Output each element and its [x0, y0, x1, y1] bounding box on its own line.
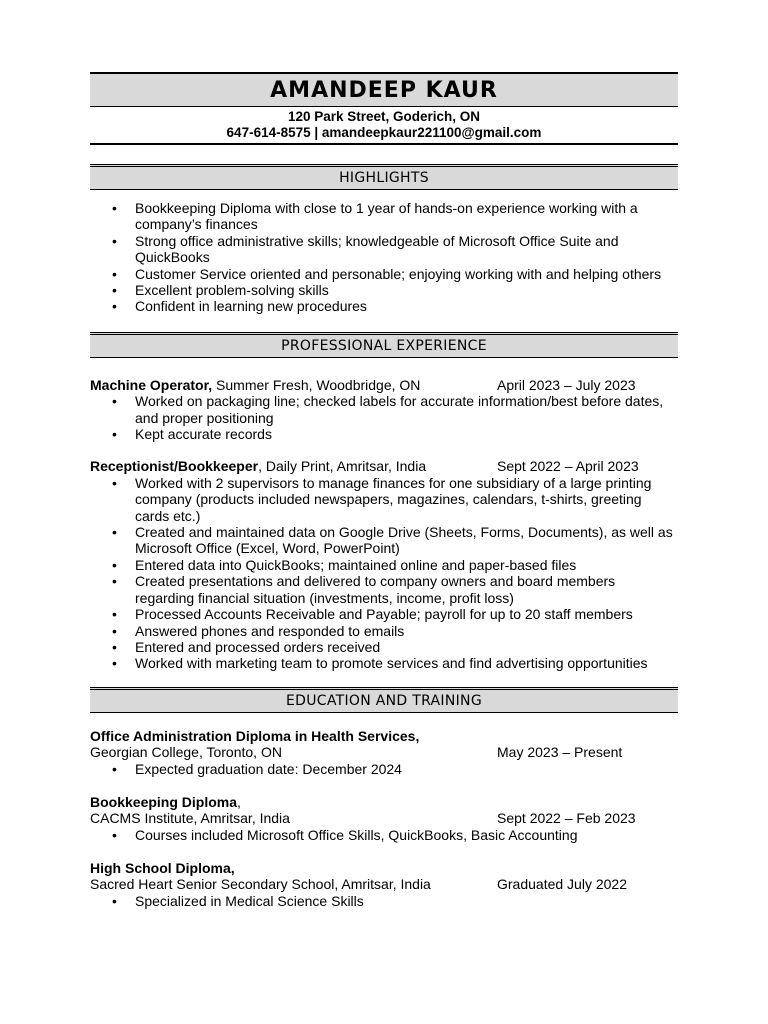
school-line: [90, 744, 678, 760]
section-title: EDUCATION AND TRAINING: [286, 692, 482, 709]
job-company: Summer Fresh, Woodbridge, ON: [212, 376, 421, 393]
highlights-header: [90, 164, 678, 190]
list-item: • Processed Accounts Receivable and Payable; payroll for up to 20 staff members: [135, 606, 678, 622]
list-item: • Specialized in Medical Science Skills: [135, 893, 678, 909]
phone-email-line: 647-614-8575 | amandeepkaur221100@gmail.com: [226, 125, 542, 140]
edu-dates: Graduated July 2022: [497, 876, 627, 893]
name-banner: [90, 72, 678, 107]
job-duties: [90, 393, 678, 442]
list-item: • Courses included Microsoft Office Skills, QuickBooks, Basic Accounting: [135, 827, 678, 843]
list-item: • Worked on packaging line; checked labels for accurate information/best before dates, and proper positioning: [135, 393, 678, 426]
contact-block: [90, 107, 678, 141]
school-name: Georgian College, Toronto, ON: [90, 744, 282, 761]
list-item: • Worked with 2 supervisors to manage finances for one subsidiary of a large printing company (products included newspapers, magazines, calendars, t-shirts, greeting cards etc.): [135, 475, 678, 524]
edu-dates: Sept 2022 – Feb 2023: [497, 810, 636, 827]
school-line: [90, 876, 678, 892]
school-name: Sacred Heart Senior Secondary School, Amritsar, India: [90, 876, 431, 893]
job-company: , Daily Print, Amritsar, India: [258, 458, 427, 475]
job-heading: [90, 377, 678, 393]
credential-title: Bookkeeping Diploma,: [90, 793, 241, 810]
section-title: HIGHLIGHTS: [339, 170, 429, 186]
list-item: • Confident in learning new procedures: [135, 298, 678, 314]
resume-page: [90, 72, 678, 909]
job-dates: Sept 2022 – April 2023: [497, 458, 639, 475]
education-header: [90, 687, 678, 713]
school-line: [90, 810, 678, 826]
candidate-name: AMANDEEP KAUR: [270, 77, 498, 103]
list-item: • Kept accurate records: [135, 426, 678, 442]
list-item: • Answered phones and responded to emails: [135, 623, 678, 639]
job-title: Receptionist/Bookkeeper: [90, 458, 259, 475]
list-item: • Customer Service oriented and personable; enjoying working with and helping others: [135, 266, 678, 282]
list-item: • Entered and processed orders received: [135, 639, 678, 655]
job-title: Machine Operator,: [90, 376, 213, 393]
edu-dates: May 2023 – Present: [497, 744, 623, 761]
job-duties: [90, 475, 678, 672]
school-name: CACMS Institute, Amritsar, India: [90, 810, 290, 827]
list-item: • Strong office administrative skills; knowledgeable of Microsoft Office Suite and QuickBooks: [135, 233, 678, 266]
list-item: • Expected graduation date: December 2024: [135, 761, 678, 777]
list-item: • Created and maintained data on Google Drive (Sheets, Forms, Documents), as well as Microsoft Office (Excel, Word, PowerPoint): [135, 524, 678, 557]
address-line: 120 Park Street, Goderich, ON: [287, 109, 481, 124]
highlights-list: [90, 200, 678, 315]
list-item: • Worked with marketing team to promote services and find advertising opportunities: [135, 655, 678, 671]
edu-notes: [90, 893, 678, 909]
edu-notes: [90, 827, 678, 843]
credential-title: High School Diploma,: [90, 860, 235, 877]
section-title: PROFESSIONAL EXPERIENCE: [281, 337, 487, 354]
job-dates: April 2023 – July 2023: [497, 376, 636, 393]
experience-header: [90, 332, 678, 358]
credential-title: Office Administration Diploma in Health Services,: [90, 727, 420, 744]
list-item: • Created presentations and delivered to company owners and board members regarding financial situation (investments, income, profit loss): [135, 573, 678, 606]
job-heading: [90, 458, 678, 474]
list-item: • Bookkeeping Diploma with close to 1 year of hands-on experience working with a company’s finances: [135, 200, 678, 233]
edu-notes: [90, 761, 678, 777]
list-item: • Excellent problem-solving skills: [135, 282, 678, 298]
list-item: • Entered data into QuickBooks; maintained online and paper-based files: [135, 557, 678, 573]
